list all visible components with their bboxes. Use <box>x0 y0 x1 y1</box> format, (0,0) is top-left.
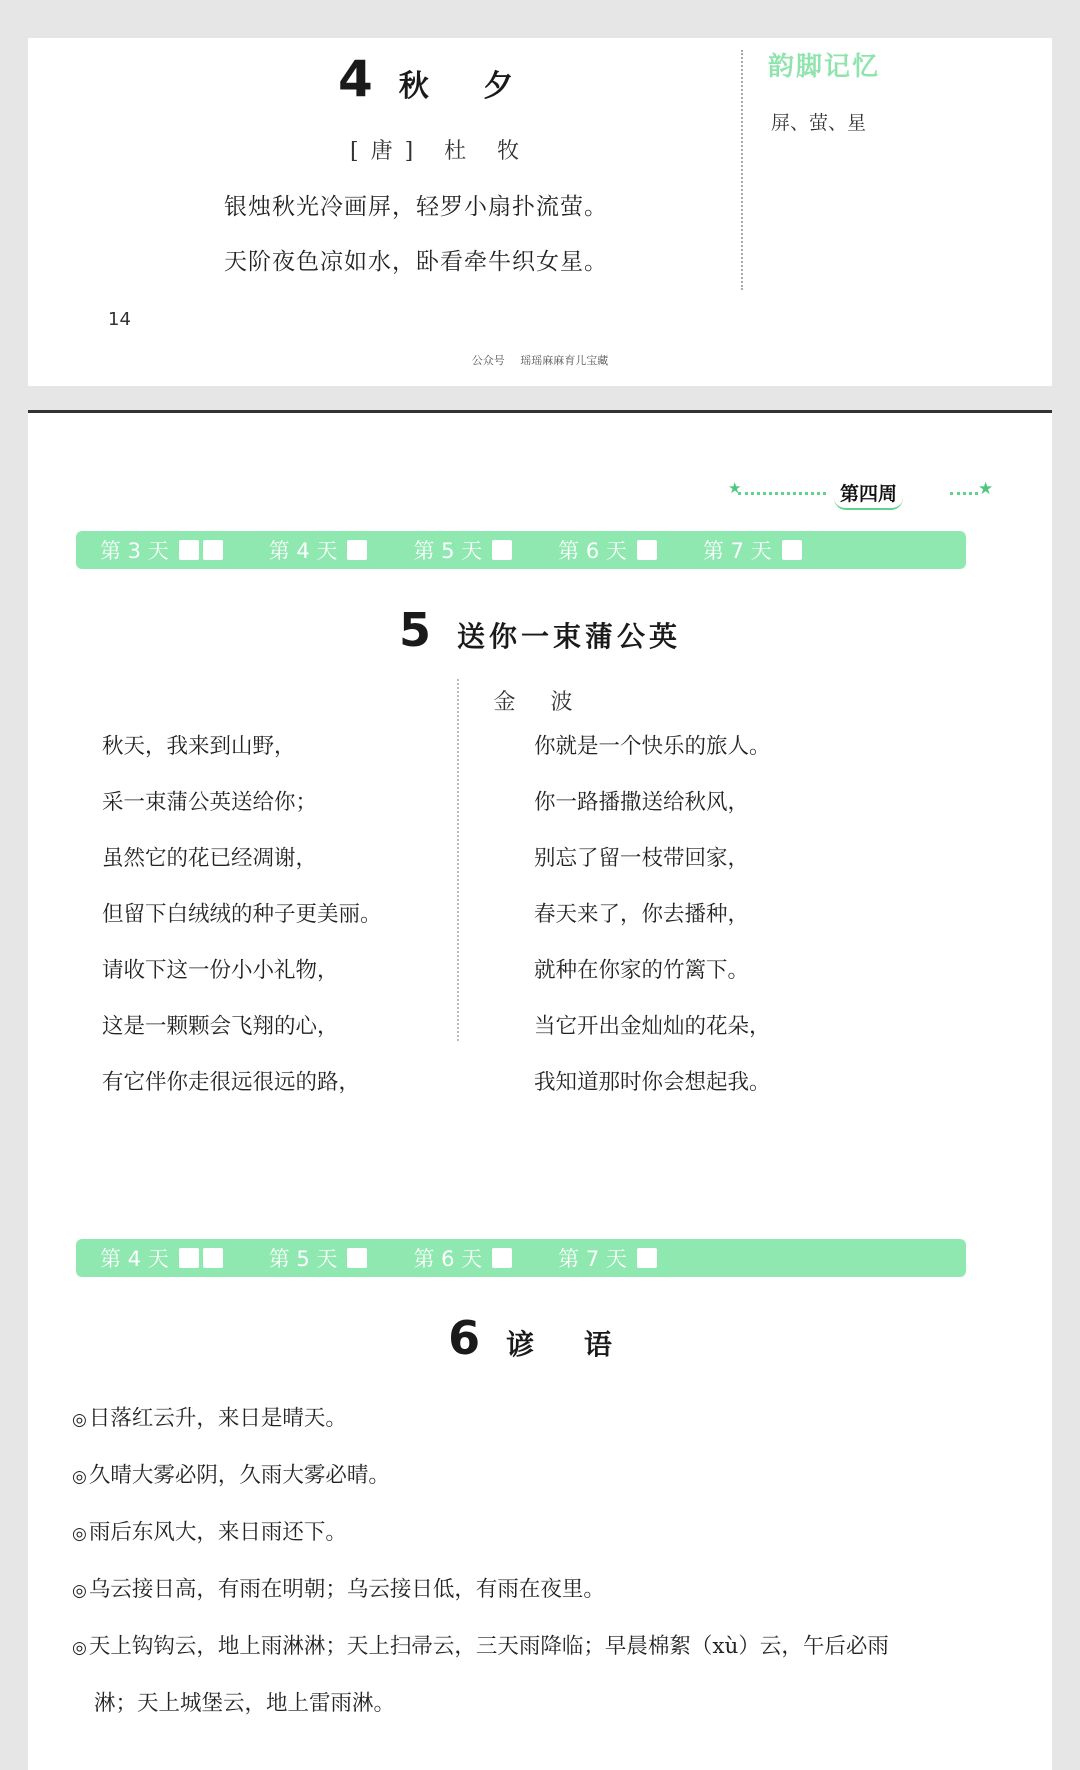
checkbox[interactable] <box>347 540 367 560</box>
day-tracker-bar <box>76 531 966 569</box>
rhyme-memory-title: 韵脚记忆 <box>768 52 881 82</box>
checkbox[interactable] <box>492 540 512 560</box>
day-label: 第 4 天 <box>100 1247 169 1271</box>
day-tracker-bar <box>76 1239 966 1277</box>
main-page <box>28 410 1052 1770</box>
poem-line: 秋天，我来到山野， <box>102 734 296 759</box>
poem-left-column <box>102 719 382 1111</box>
day-item <box>413 535 512 565</box>
section-number: 6 <box>448 1311 481 1365</box>
bullseye-icon: ◎ <box>72 1524 87 1544</box>
dotted-line <box>738 492 826 495</box>
day-label: 第 6 天 <box>413 1247 483 1271</box>
day-label: 第 6 天 <box>558 539 627 563</box>
day-label: 第 4 天 <box>268 539 338 563</box>
proverb-continuation: 淋；天上城堡云，地上雷雨淋。 <box>94 1691 396 1716</box>
checkbox[interactable] <box>782 540 802 560</box>
poem-author: [唐] 杜 牧 <box>350 139 532 164</box>
checkbox[interactable] <box>492 1248 512 1268</box>
column-divider <box>457 679 459 1041</box>
sidebar-divider <box>741 50 743 290</box>
week-header <box>728 477 998 511</box>
list-item <box>72 1448 972 1505</box>
top-page <box>28 38 1052 386</box>
proverb-text: 日落红云升，来日是晴天。 <box>88 1406 347 1431</box>
footer-label: 公众号 <box>471 354 505 367</box>
list-item <box>72 1562 972 1619</box>
checkbox[interactable] <box>637 1248 657 1268</box>
list-item <box>72 1391 972 1448</box>
poem-title: 送你一束蒲公英 <box>457 620 682 653</box>
proverb-list <box>72 1391 972 1732</box>
checkbox[interactable] <box>347 1248 367 1268</box>
checkbox[interactable] <box>203 540 223 560</box>
poem-number: 5 <box>398 603 431 657</box>
poem-line: 我知道那时你会想起我。 <box>534 1070 771 1095</box>
day-item <box>703 535 802 565</box>
page-number: 14 <box>108 309 131 330</box>
proverb-text: 乌云接日高，有雨在明朝；乌云接日低，有雨在夜里。 <box>88 1577 605 1602</box>
poem-line: 春天来了，你去播种， <box>534 902 750 927</box>
day-item <box>558 535 657 565</box>
bullseye-icon: ◎ <box>72 1581 87 1601</box>
bullseye-icon: ◎ <box>72 1410 87 1430</box>
footer-note <box>28 352 1052 368</box>
checkbox[interactable] <box>179 540 199 560</box>
day-label: 第 3 天 <box>100 539 169 563</box>
section-title: 谚 语 <box>506 1328 632 1361</box>
day-item <box>100 1243 223 1273</box>
poem-line: 请收下这一份小小礼物， <box>102 958 339 983</box>
day-label: 第 5 天 <box>268 1247 338 1271</box>
footer-account: 瑶瑶麻麻育儿宝藏 <box>520 354 609 367</box>
poem-line: 采一束蒲公英送给你； <box>102 790 318 815</box>
day-label: 第 7 天 <box>702 539 772 563</box>
day-item <box>269 1243 368 1273</box>
poem-line: 别忘了留一枝带回家， <box>534 846 750 871</box>
poem-number: 4 <box>338 50 373 108</box>
star-icon: ★ <box>728 479 742 497</box>
dotted-line <box>950 492 978 495</box>
day-item <box>558 1243 657 1273</box>
rhyme-words: 屏、萤、星 <box>771 112 867 134</box>
list-item <box>72 1619 972 1676</box>
poem-line: 但留下白绒绒的种子更美丽。 <box>102 902 382 927</box>
day-label: 第 7 天 <box>558 1247 627 1271</box>
day-item <box>100 535 223 565</box>
poem-title-block <box>28 603 1052 657</box>
poem-line: 这是一颗颗会飞翔的心， <box>102 1014 339 1039</box>
list-item <box>72 1505 972 1562</box>
proverbs-title-block <box>28 1311 1052 1365</box>
star-icon: ★ <box>978 479 994 499</box>
checkbox[interactable] <box>179 1248 199 1268</box>
checkbox[interactable] <box>637 540 657 560</box>
week-label: 第四周 <box>834 477 903 510</box>
poem-title: 秋 夕 <box>398 69 536 104</box>
poem-line: 就种在你家的竹篱下。 <box>534 958 750 983</box>
proverb-text: 久晴大雾必阴，久雨大雾必晴。 <box>88 1463 390 1488</box>
proverb-text: 雨后东风大，来日雨还下。 <box>88 1520 347 1545</box>
poem-line: 你一路播撒送给秋风， <box>534 790 750 815</box>
day-item <box>413 1243 512 1273</box>
poem-right-column <box>534 719 771 1111</box>
day-item <box>269 535 368 565</box>
poem-line: 你就是一个快乐的旅人。 <box>534 734 771 759</box>
poem-line: 天阶夜色凉如水，卧看牵牛织女星。 <box>224 249 608 275</box>
bullseye-icon: ◎ <box>72 1638 87 1658</box>
poem-line: 当它开出金灿灿的花朵， <box>534 1014 771 1039</box>
day-label: 第 5 天 <box>413 539 483 563</box>
poem-line: 虽然它的花已经凋谢， <box>102 846 318 871</box>
bullseye-icon: ◎ <box>72 1467 87 1487</box>
poem-line: 有它伴你走很远很远的路， <box>102 1070 361 1095</box>
poem-title-block <box>338 50 535 108</box>
proverb-text: 天上钩钩云，地上雨淋淋；天上扫帚云，三天雨降临；早晨棉絮（xù）云，午后必雨 <box>88 1634 889 1659</box>
poem-line: 银烛秋光冷画屏，轻罗小扇扑流萤。 <box>224 194 608 220</box>
poem-author: 金 波 <box>493 690 587 715</box>
checkbox[interactable] <box>203 1248 223 1268</box>
